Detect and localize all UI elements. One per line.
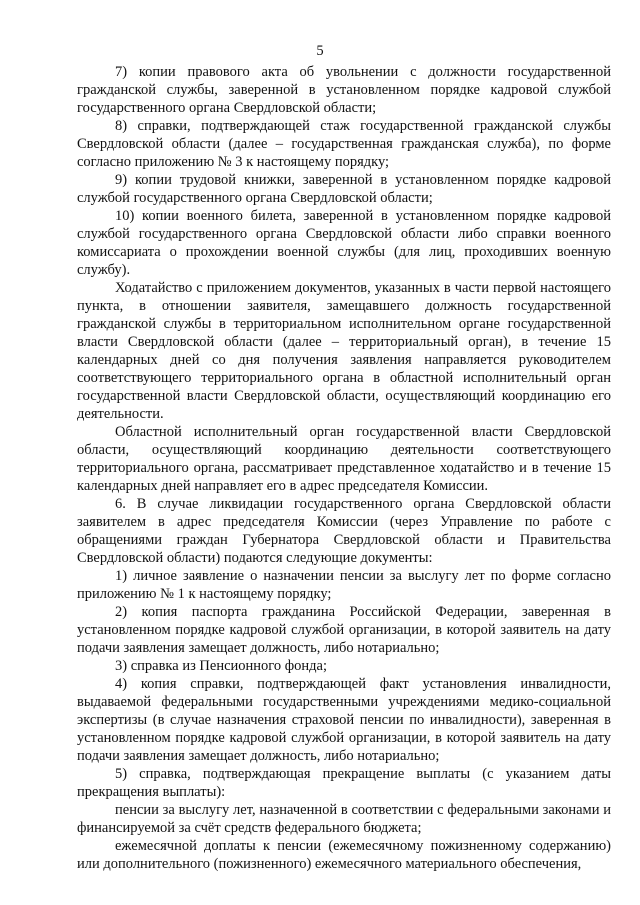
paragraph: 2) копия паспорта гражданина Российской Федерации, заверенная в установленном порядке кадровой службой организации, в которой заявитель на дату подачи заявления замещает должность, либо нотариально; [77, 604, 611, 656]
paragraph: 5) справка, подтверждающая прекращение выплаты (с указанием даты прекращения выплаты): [77, 766, 611, 800]
paragraph: 6. В случае ликвидации государственного органа Свердловской области заявителем в адрес председателя Комиссии (через Управление по работе с обращениями граждан Губернатора Свердловской области и Правительства Свердловской области) подаются следующие документы: [77, 496, 611, 566]
paragraph: 10) копии военного билета, заверенной в установленном порядке кадровой службой государственного органа Свердловской области либо справки военного комиссариата о прохождении военной службы (для лиц, проходивших военную службу). [77, 208, 611, 278]
paragraph: пенсии за выслугу лет, назначенной в соответствии с федеральными законами и финансируемой за счёт средств федерального бюджета; [77, 802, 611, 836]
paragraph: ежемесячной доплаты к пенсии (ежемесячному пожизненному содержанию) или дополнительного (пожизненного) ежемесячного материального обеспечения, [77, 838, 611, 872]
paragraph: 9) копии трудовой книжки, заверенной в установленном порядке кадровой службой государственного органа Свердловской области; [77, 172, 611, 206]
paragraph: 8) справки, подтверждающей стаж государственной гражданской службы Свердловской области (далее – государственная гражданская служба), по форме согласно приложению № 3 к настоящему порядку; [77, 118, 611, 170]
document-body [77, 63, 611, 873]
paragraph: Областной исполнительный орган государственной власти Свердловской области, осуществляющий координацию деятельности соответствующего территориального органа, рассматривает представленное ходатайство и в течение 15 календарных дней направляет его в адрес председателя Комиссии. [77, 424, 611, 494]
paragraph: Ходатайство с приложением документов, указанных в части первой настоящего пункта, в отношении заявителя, замещавшего должность государственной гражданской службы в территориальном исполнительном органе государственной власти Свердловской области (далее – территориальный орган), в течение 15 календарных дней со дня получения заявления направляется руководителем соответствующего территориального органа в областной исполнительный орган государственной власти Свердловской области, осуществляющий координацию его деятельности. [77, 280, 611, 422]
paragraph: 3) справка из Пенсионного фонда; [115, 658, 328, 674]
page-number: 5 [316, 43, 324, 59]
paragraph: 7) копии правового акта об увольнении с должности государственной гражданской службы, заверенной в установленном порядке кадровой службой государственного органа Свердловской области; [77, 64, 611, 116]
paragraph: 1) личное заявление о назначении пенсии за выслугу лет по форме согласно приложению № 1 к настоящему порядку; [77, 568, 611, 602]
paragraph: 4) копия справки, подтверждающей факт установления инвалидности, выдаваемой федеральными государственными учреждениями медико-социальной экспертизы (в случае назначения страховой пенсии по инвалидности), заверенная в установленном порядке кадровой службой организации, в которой заявитель на дату подачи заявления замещает должность, либо нотариально; [77, 676, 611, 764]
